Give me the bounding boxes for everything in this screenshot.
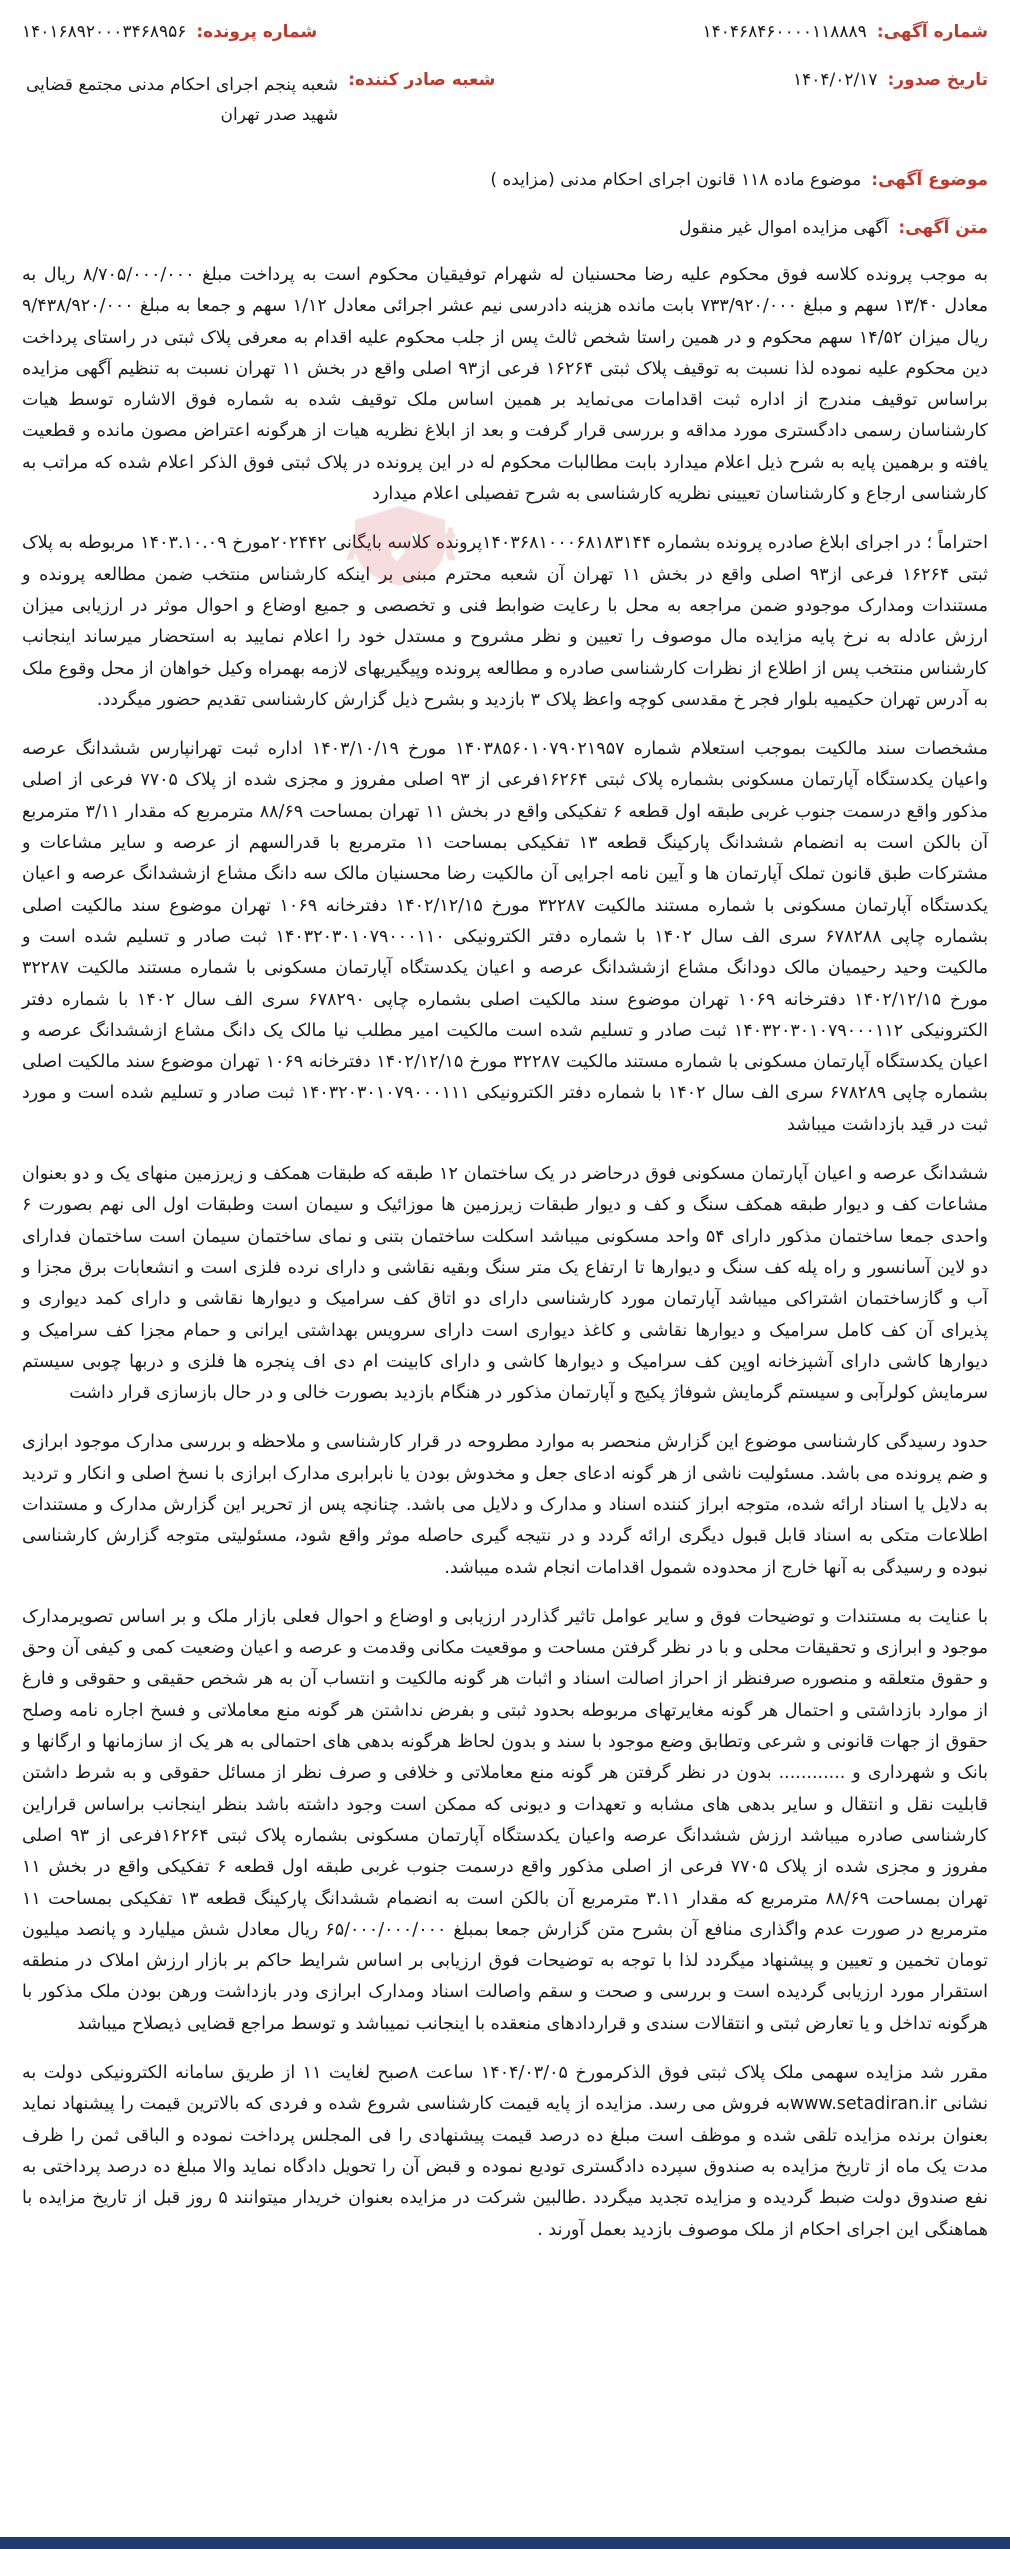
ad-subject [22, 170, 988, 190]
body-paragraph: احتراماً ؛ در اجرای ابلاغ صادره پرونده بشماره ۱۴۰۳۶۸۱۰۰۰۶۸۱۸۳۱۴۴پرونده کلاسه بایگانی ۲۰۲۴۴۲مورخ ۱۴۰۳.۱۰.۰۹ مربوطه به پلاک ثبتی ۱۶۲۶۴ فرعی از۹۳ اصلی واقع در بخش ۱۱ تهران آن شعبه محترم مبنی بر اینکه کارشناس منتخب ضمن مطالعه پرونده و مستندات ومدارک موجودو ضمن مراجعه به محل با رعایت ضوابط فنی و تخصصی و جمیع اوضاع و احوال موثر در ارزیابی میزان ارزش عادله به نرخ پایه مزایده مال موصوف را تعیین و نظر مشروح و مستدل خود را اعلام نمایید به استحضار میرساند اینجانب کارشناس منتخب پس از اطلاع از نظرات کارشناسی صادره و مطالعه پرونده وپیگیریهای لازمه بهمراه وکیل خواهان از محل وقوع ملک به آدرس تهران حکیمیه بلوار فجر خ مقدسی کوچه واعظ پلاک ۳ بازدید و بشرح ذیل گزارش کارشناسی تقدیم حضور میگردد. [22, 533, 988, 710]
meta-row-numbers [22, 22, 988, 42]
ad-text-title: آگهی مزایده اموال غیر منقول [679, 218, 889, 238]
ad-number-value: ۱۴۰۴۶۸۴۶۰۰۰۰۱۱۸۸۸۹ [702, 22, 867, 42]
body-paragraph: به موجب پرونده کلاسه فوق محکوم علیه رضا محسنیان له شهرام توفیقیان محکوم است به پرداخت مبلغ ۸/۷۰۵/۰۰۰/۰۰۰ ریال به معادل ۱۳/۴۰ سهم و مبلغ ۷۳۳/۹۲۰/۰۰۰ بابت مانده هزینه دادرسی نیم عشر اجرائی معادل ۱/۱۲ سهم و جمعا به مبلغ ۹/۴۳۸/۹۲۰/۰۰۰ ریال میزان ۱۴/۵۲ سهم محکوم و در همین راستا شخص ثالث پس از جلب محکوم علیه اقدام به معرفی پلاک ثبتی در راستای پرداخت دین محکوم علیه نموده لذا نسبت به توقیف پلاک ثبتی ۱۶۲۶۴ فرعی از۹۳ اصلی واقع در بخش ۱۱ تهران نسبت به تنظیم آگهی مزایده براساس توقیف مندرج از اداره ثبت اقدامات می‌نماید بر همین اساس ملک توقیف شده به شماره فوق الاشاره توسط هیات کارشناسان رسمی دادگستری مورد مداقه و بررسی قرار گرفت و بعد از ابلاغ نظریه هیات از هرگونه اعتراض مصون مانده و قطعیت یافته و برهمین پایه به شرح ذیل اعلام میدارد بابت مطالبات محکوم له در این پرونده در پلاک ثبتی فوق الذکر اعلام شده که مراتب به کارشناسی ارجاع و کارشناسان تعیینی نظریه کارشناسی به شرح تفصیلی اعلام میدارد [22, 265, 988, 505]
ad-number-label: شماره آگهی: [876, 22, 988, 42]
body-paragraph: مقرر شد مزایده سهمی ملک پلاک ثبتی فوق الذکرمورخ ۱۴۰۴/۰۳/۰۵ ساعت ۸صبح لغایت ۱۱ از طریق سامانه الکترونیکی دولت به نشانی www.setadiran.irبه فروش می رسد. مزایده از پایه قیمت کارشناسی شروع شده و فردی که بالاترین قیمت را پیشنهاد نماید بعنوان برنده مزایده تلقی شده و موظف است مبلغ ده درصد قیمت پیشنهادی را فی المجلس پرداخت نموده و الباقی ثمن را ظرف مدت یک ماه از تاریخ مزایده به صندوق سپرده دادگستری تودیع نموده و قبض آن را تحویل دادگاه نماید والا مبلغ ده درصد پرداختی به نفع صندوق دولت ضبط گردیده و مزایده تجدید میگردد .طالبین شرکت در مزایده بعنوان خریدار میتوانند ۵ روز قبل از تاریخ مزایده با هماهنگی این اجرای احکام از ملک موصوف بازدید بعمل آورند . [22, 2063, 988, 2240]
file-number-label: شماره پرونده: [196, 22, 318, 42]
issuing-branch-value: شعبه پنجم اجرای احکام مدنی مجتمع قضایی شهید صدر تهران [25, 75, 339, 125]
footer-bar [0, 2537, 1010, 2549]
body-paragraph: ششدانگ عرصه و اعیان آپارتمان مسکونی فوق درحاضر در یک ساختمان ۱۲ طبقه که طبقات همکف و زیرزمین منهای یک و دو بعنوان مشاعات کف و دیوار طبقه همکف سنگ و کف و دیوار طبقات زیرزمین ها موزائیک و سیمان است وطبقات اول الی نهم بصورت ۶ واحدی جمعا ساختمان مذکور دارای ۵۴ واحد مسکونی میباشد اسکلت ساختمان بتنی و نمای ساختمان سیمان است ساختمان فدارای دو لاین آسانسور و راه پله کف سنگ و دیوارها تا ارتفاع یک متر سنگ وبقیه نقاشی و دارای نرده فلزی است و انشعابات برق مجزا و آب و گازساختمان اشتراکی میباشد آپارتمان مورد کارشناسی دارای دو اتاق کف سرامیک و دیوارها نقاشی و دارای کمد دیواری و پذیرای آن کف کامل سرامیک و دیوارها نقاشی و کاغذ دیواری است دارای سرویس بهداشتی ایرانی و حمام مجزا کف سرامیک و دیوارها کاشی دارای آشپزخانه اوپن کف سرامیک و دیوارها کاشی و دارای کابینت ام دی اف پنجره ها فلزی و دربها چوبی سیستم سرمایش کولرآبی و سیستم گرمایش شوفاژ پکیج و آپارتمان مذکور در هنگام بازدید بصورت خالی و در حال بازسازی قرار داشت [22, 1164, 988, 1404]
issue-date-value: ۱۴۰۴/۰۲/۱۷ [792, 70, 878, 90]
watermark-text: Ariat [345, 515, 455, 571]
meta-row-issue [22, 70, 988, 130]
issue-date [515, 70, 988, 90]
body-paragraph: حدود رسیدگی کارشناسی موضوع این گزارش منحصر به موارد مطروحه در قرار کارشناسی و ملاحظه و بررسی مدارک موجود ابرازی و ضم پرونده می باشد. مسئولیت ناشی از هر گونه ادعای جعل و مخدوش بودن یا نابرابری مدارک ابرازی با نسخ اصلی و انکار و تردید به دلایل یا اسناد ارائه شده، متوجه ابراز کننده اسناد و مدارک و دلایل می باشد. چنانچه پس از تحریر این گزارش مدارک و مستندات اطلاعات متکی به اسناد قابل قبول دیگری ارائه گردد و در نتیجه گیری حاصله موثر واقع شود، مسئولیتی متوجه گزارش کارشناسی نبوده و رسیدگی به آنها خارج از محدوده شمول اقدامات انجام شده میباشد. [22, 1432, 988, 1578]
ad-subject-value: موضوع ماده ۱۱۸ قانون اجرای احکام مدنی (مزایده ) [490, 170, 862, 190]
issue-date-label: تاریخ صدور: [887, 70, 988, 90]
body-paragraph: با عنایت به مستندات و توضیحات فوق و سایر عوامل تاثیر گذاردر ارزیابی و اوضاع و احوال فعلی بازار ملک و بر اساس تصویرمدارک موجود و ابرازی و تحقیقات محلی و با در نظر گرفتن مساحت و موقعیت مکانی وقدمت و عرصه و اعیان وضعیت کمی و کیفی آن وحق و حقوق متعلقه و منصوره صرفنظر از احراز اصالت اسناد و اثبات هر گونه مالکیت و انتساب آن به هر شخص حقیقی و حقوقی و فارغ از موارد بازداشتی و احتمال هر گونه مغایرتهای مربوطه بحدود ثبتی و بفرض نداشتن هر گونه منع معاملاتی و فسخ اجاره نامه وصلح حقوق از جهات قانونی و شرعی وتطابق وضع موجود با سند و بدون لحاظ هرگونه بدهی های احتمالی به هر یک از سازمانها و ارگانها و بانک و شهرداری و ............ بدون در نظر گرفتن هر گونه منع معاملاتی و خلافی و صرف نظر از مسائل حقوقی و به شرط داشتن قابلیت نقل و انتقال و سایر بدهی های مشابه و تعهدات و دیونی که ممکن است وجود داشته باشد بنظر اینجانب براساس قراراین کارشناسی صادره میباشد ارزش ششدانگ عرصه واعیان یکدستگاه آپارتمان مسکونی بشماره پلاک ثبتی ۱۶۲۶۴فرعی از ۹۳ اصلی مفروز و مجزی شده از پلاک ۷۷۰۵ فرعی از اصلی مذکور واقع درسمت جنوب غربی طبقه اول قطعه ۶ تفکیکی واقع در بخش ۱۱ تهران بمساحت ۸۸/۶۹ مترمربع که مقدار ۳.۱۱ مترمربع آن بالکن است به انضمام ششدانگ پارکینگ قطعه ۱۳ تفکیکی بمساحت ۱۱ مترمربع در صورت عدم واگذاری منافع آن بشرح متن گزارش جمعا بمبلغ ۶۵/۰۰۰/۰۰۰/۰۰۰ ریال معادل شش میلیارد و پانصد میلیون تومان تخمین و تعیین و پیشنهاد میگردد لذا با توجه به توضیحات فوق ارزیابی بر اساس شرایط حاکم بر بازار ارزش املاک در منطقه استقرار مورد ارزیابی گردیده است و بررسی و صحت و سقم واصالت اسناد ومدارک ابرازی ودر بازداشت ورهن بودن ملک مذکور با هرگونه تداخل و یا تعارض ثبتی و انتقالات سندی و قراردادهای منعقده با اینجانب نمیباشد و توسط مراجع قضایی ذیصلاح میباشد [22, 1606, 989, 2034]
ad-text-header [22, 218, 988, 238]
body-paragraph: مشخصات سند مالکیت بموجب استعلام شماره ۱۴۰۳۸۵۶۰۱۰۷۹۰۲۱۹۵۷ مورخ ۱۴۰۳/۱۰/۱۹ اداره ثبت تهرانپارس ششدانگ عرصه واعیان یکدستگاه آپارتمان مسکونی بشماره پلاک ثبتی ۱۶۲۶۴فرعی از ۹۳ اصلی مفروز و مجزی شده از پلاک ۷۷۰۵ فرعی از اصلی مذکور واقع درسمت جنوب غربی طبقه اول قطعه ۶ تفکیکی واقع در بخش ۱۱ تهران بمساحت ۸۸/۶۹ مترمربع که مقدار ۳/۱۱ مترمربع آن بالکن است به انضمام ششدانگ پارکینگ قطعه ۱۳ تفکیکی بمساحت ۱۱ مترمربع با قدرالسهم از عرصه و سایر مشاعات و مشترکات طبق قانون تملک آپارتمان ها و آیین نامه اجرایی آن مالکیت رضا محسنیان مالک سه دانگ مشاع ازششدانگ عرصه و اعیان یکدستگاه آپارتمان مسکونی با شماره مستند مالکیت ۳۲۲۸۷ مورخ ۱۴۰۲/۱۲/۱۵ دفترخانه ۱۰۶۹ تهران موضوع سند مالکیت اصلی بشماره چاپی ۶۷۸۲۸۸ سری الف سال ۱۴۰۲ با شماره دفتر الکترونیکی ۱۴۰۳۲۰۳۰۱۰۷۹۰۰۰۱۱۰ ثبت صادر و تسلیم شده است و مالکیت وحید رحیمیان مالک دودانگ مشاع ازششدانگ عرصه و اعیان یکدستگاه آپارتمان مسکونی با شماره مستند مالکیت ۳۲۲۸۷ مورخ ۱۴۰۲/۱۲/۱۵ دفترخانه ۱۰۶۹ تهران موضوع سند مالکیت اصلی بشماره چاپی ۶۷۸۲۹۰ سری الف سال ۱۴۰۲ با شماره دفتر الکترونیکی ۱۴۰۳۲۰۳۰۱۰۷۹۰۰۰۱۱۲ ثبت صادر و تسلیم شده است مالکیت امیر مطلب نیا مالک یک دانگ مشاع ازششدانگ عرصه و اعیان یکدستگاه آپارتمان مسکونی با شماره مستند مالکیت ۳۲۲۸۷ مورخ ۱۴۰۲/۱۲/۱۵ دفترخانه ۱۰۶۹ تهران موضوع سند مالکیت اصلی بشماره چاپی ۶۷۸۲۸۹ سری الف سال ۱۴۰۲ با شماره دفتر الکترونیکی ۱۴۰۳۲۰۳۰۱۰۷۹۰۰۰۱۱۱ ثبت صادر و تسلیم شده است و مورد ثبت در قید بازداشت میباشد [22, 739, 989, 1135]
issuing-branch [22, 70, 495, 130]
file-number [22, 22, 317, 42]
issuing-branch-label: شعبه صادر کننده: [348, 70, 496, 90]
file-number-value: ۱۴۰۱۶۸۹۲۰۰۰۳۴۶۸۹۵۶ [22, 22, 187, 42]
ad-text-label: متن آگهی: [898, 218, 988, 238]
ad-number [702, 22, 988, 42]
ad-body [22, 260, 988, 2246]
ad-subject-label: موضوع آگهی: [871, 170, 988, 190]
